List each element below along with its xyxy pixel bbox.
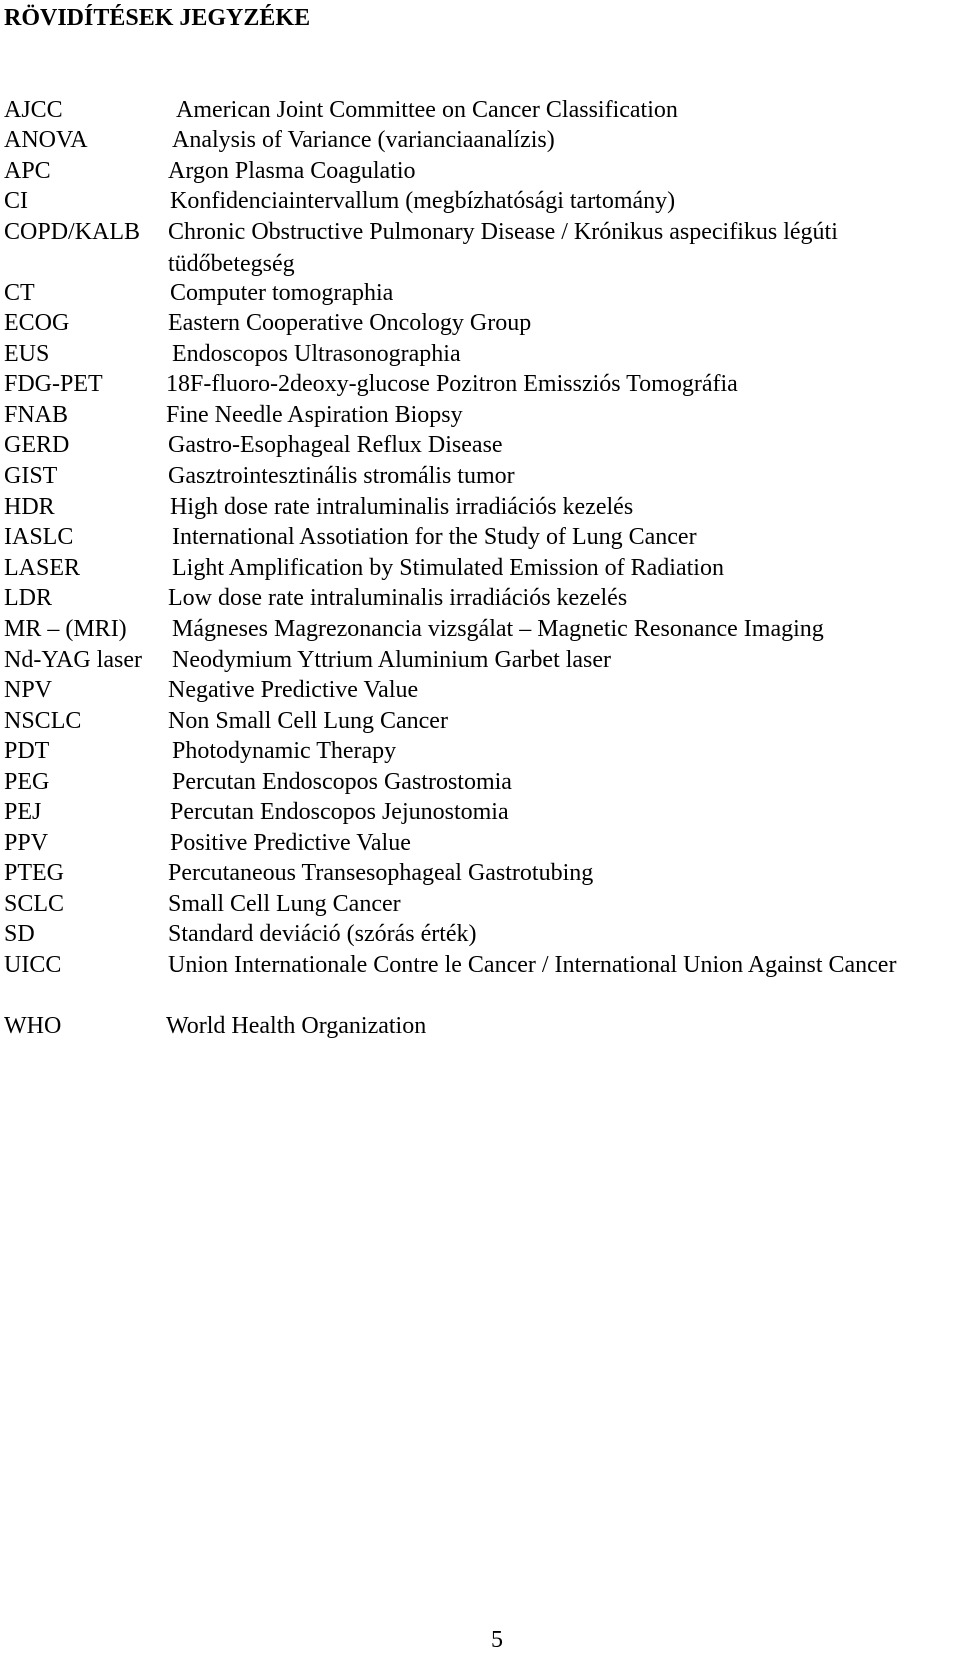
abbreviation-definition: Eastern Cooperative Oncology Group: [168, 310, 532, 336]
abbreviation-term: Nd-YAG laser: [4, 647, 142, 673]
abbreviation-row: [0, 307, 960, 339]
abbreviation-term: MR – (MRI): [4, 616, 127, 642]
abbreviation-term: ECOG: [4, 310, 70, 336]
abbreviation-definition: Photodynamic Therapy: [172, 738, 397, 764]
abbreviation-term: CI: [4, 188, 28, 214]
abbreviation-term: LASER: [4, 555, 81, 581]
abbreviation-definition: Fine Needle Aspiration Biopsy: [166, 402, 463, 428]
abbreviation-row: [0, 582, 960, 614]
abbreviation-definition: Analysis of Variance (varianciaanalízis): [172, 127, 555, 153]
abbreviation-row: [0, 94, 960, 126]
abbreviation-row: [0, 155, 960, 187]
abbreviation-term: PEG: [4, 769, 50, 795]
abbreviation-definition: Neodymium Yttrium Aluminium Garbet laser: [172, 647, 612, 673]
abbreviation-definition: International Assotiation for the Study of Lung Cancer: [172, 524, 697, 550]
abbreviation-term: WHO: [4, 1013, 62, 1039]
abbreviation-term: HDR: [4, 494, 55, 520]
abbreviation-row: [0, 185, 960, 217]
abbreviation-row: [0, 705, 960, 737]
abbreviation-term: NSCLC: [4, 708, 82, 734]
abbreviation-row: [0, 124, 960, 156]
abbreviation-definition: Gasztrointesztinális stromális tumor: [168, 463, 515, 489]
abbreviation-definition: Endoscopos Ultrasonographia: [172, 341, 461, 367]
page-number: 5: [491, 1627, 503, 1653]
abbreviation-term: PDT: [4, 738, 50, 764]
abbreviation-definition: Percutaneous Transesophageal Gastrotubing: [168, 860, 594, 886]
abbreviation-row: [0, 338, 960, 370]
abbreviation-row: [0, 521, 960, 553]
abbreviation-term: ANOVA: [4, 127, 88, 153]
abbreviation-definition: Mágneses Magrezonancia vizsgálat – Magnetic Resonance Imaging: [172, 616, 824, 642]
abbreviation-term: FDG-PET: [4, 371, 103, 397]
abbreviation-row: [0, 277, 960, 309]
abbreviation-term: NPV: [4, 677, 53, 703]
abbreviation-term: PPV: [4, 830, 49, 856]
abbreviation-row: [0, 552, 960, 584]
abbreviation-term: LDR: [4, 585, 52, 611]
abbreviation-row: [0, 949, 960, 981]
abbreviation-definition: World Health Organization: [166, 1013, 427, 1039]
page-title: RÖVIDÍTÉSEK JEGYZÉKE: [4, 5, 311, 31]
abbreviation-definition: Argon Plasma Coagulatio: [168, 158, 416, 184]
abbreviation-row: [0, 857, 960, 889]
abbreviation-term: UICC: [4, 952, 62, 978]
abbreviation-row: [0, 1010, 960, 1042]
abbreviation-row: [0, 491, 960, 523]
abbreviation-term: COPD/KALB: [4, 219, 141, 245]
abbreviation-term: SCLC: [4, 891, 65, 917]
abbreviation-definition: Light Amplification by Stimulated Emission of Radiation: [172, 555, 724, 581]
abbreviation-definition: Positive Predictive Value: [170, 830, 411, 856]
abbreviation-definition: Standard deviáció (szórás érték): [168, 921, 477, 947]
abbreviation-definition: Computer tomographia: [170, 280, 394, 306]
abbreviation-row: [0, 918, 960, 950]
abbreviation-row: [0, 827, 960, 859]
abbreviation-term: IASLC: [4, 524, 74, 550]
abbreviation-definition: Union Internationale Contre le Cancer / International Union Against Cancer: [168, 952, 897, 978]
abbreviation-row: [0, 460, 960, 492]
abbreviation-row: [0, 766, 960, 798]
abbreviation-definition: 18F-fluoro-2deoxy-glucose Pozitron Emissziós Tomográfia: [166, 371, 738, 397]
abbreviation-row: [0, 888, 960, 920]
abbreviation-term: GERD: [4, 432, 70, 458]
abbreviation-definition: Percutan Endoscopos Gastrostomia: [172, 769, 512, 795]
abbreviation-term: CT: [4, 280, 35, 306]
abbreviation-term: APC: [4, 158, 51, 184]
abbreviation-term: FNAB: [4, 402, 69, 428]
abbreviation-term: GIST: [4, 463, 58, 489]
abbreviation-definition: Percutan Endoscopos Jejunostomia: [170, 799, 509, 825]
abbreviation-definition: High dose rate intraluminalis irradiációs kezelés: [170, 494, 634, 520]
abbreviation-term: PTEG: [4, 860, 64, 886]
abbreviation-definition: Small Cell Lung Cancer: [168, 891, 401, 917]
abbreviation-term: AJCC: [4, 97, 63, 123]
abbreviation-definition: Gastro-Esophageal Reflux Disease: [168, 432, 503, 458]
abbreviation-term: PEJ: [4, 799, 42, 825]
abbreviation-term: SD: [4, 921, 35, 947]
abbreviation-definition: Non Small Cell Lung Cancer: [168, 708, 448, 734]
abbreviation-row: [0, 429, 960, 461]
abbreviation-definition: Negative Predictive Value: [168, 677, 419, 703]
abbreviation-row: [0, 368, 960, 400]
abbreviation-row: [0, 735, 960, 767]
abbreviation-definition: Low dose rate intraluminalis irradiációs kezelés: [168, 585, 628, 611]
abbreviation-definition: American Joint Committee on Cancer Classification: [176, 97, 678, 123]
abbreviation-row: [0, 796, 960, 828]
abbreviation-row: [0, 399, 960, 431]
abbreviation-row: [0, 216, 960, 277]
abbreviation-row: [0, 644, 960, 676]
abbreviation-definition: Chronic Obstructive Pulmonary Disease / Krónikus aspecifikus légúti tüdőbetegség: [168, 219, 838, 277]
abbreviation-row: [0, 674, 960, 706]
abbreviation-definition: Konfidenciaintervallum (megbízhatósági tartomány): [170, 188, 676, 214]
abbreviation-term: EUS: [4, 341, 50, 367]
abbreviation-row: [0, 613, 960, 645]
